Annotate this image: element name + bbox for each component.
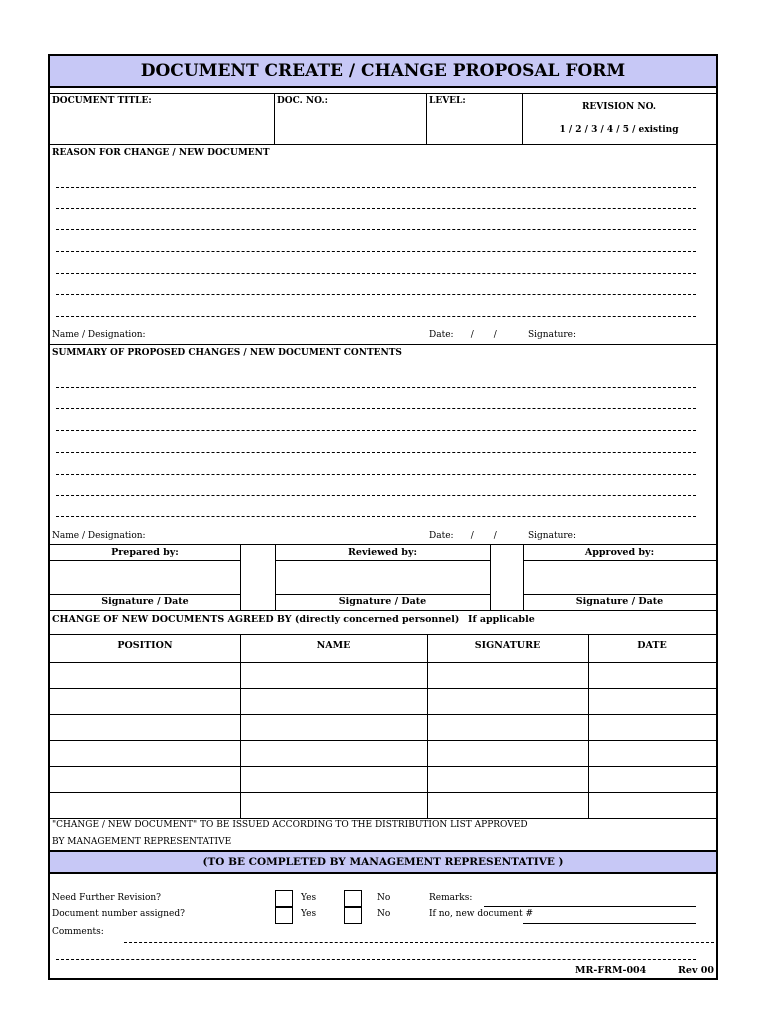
doc-number-no-label: No xyxy=(377,909,391,919)
need-revision-no-label: No xyxy=(377,893,391,903)
col-name: NAME xyxy=(316,640,351,651)
remarks-label: Remarks: xyxy=(429,893,473,903)
revision-label: REVISION NO. xyxy=(581,102,657,112)
need-revision-yes-label: Yes xyxy=(301,893,317,903)
table-row xyxy=(50,714,716,715)
comments-line[interactable] xyxy=(124,942,714,943)
doc-number-no-checkbox[interactable] xyxy=(344,907,362,924)
doc-number-yes-label: Yes xyxy=(301,909,317,919)
approved-signature-date: Signature / Date xyxy=(575,596,664,607)
form-revision: Rev 00 xyxy=(678,965,714,976)
if-applicable-label: If applicable xyxy=(468,614,535,625)
distribution-note-line2: BY MANAGEMENT REPRESENTATIVE xyxy=(52,837,232,847)
table-row xyxy=(50,792,716,793)
summary-line xyxy=(56,387,696,388)
remarks-line[interactable] xyxy=(484,906,696,907)
doc-no-label: DOC. NO.: xyxy=(277,96,328,106)
reviewed-by-label: Reviewed by: xyxy=(348,547,417,558)
table-row xyxy=(50,740,716,741)
level-label: LEVEL: xyxy=(429,96,466,106)
if-no-label: If no, new document # xyxy=(429,909,534,919)
summary-line xyxy=(56,408,696,409)
prepared-signature-date: Signature / Date xyxy=(101,596,189,607)
reason-date-label: Date: / / xyxy=(429,330,497,340)
proposal-form xyxy=(48,54,718,980)
comments-label: Comments: xyxy=(52,927,104,937)
doc-number-assigned-label: Document number assigned? xyxy=(52,909,185,919)
col-position: POSITION xyxy=(117,640,173,651)
col-signature: SIGNATURE xyxy=(474,640,541,651)
need-revision-label: Need Further Revision? xyxy=(52,893,161,903)
summary-line xyxy=(56,516,696,517)
summary-line xyxy=(56,495,696,496)
document-title-label: DOCUMENT TITLE: xyxy=(52,96,152,106)
col-date: DATE xyxy=(637,640,667,651)
reason-line xyxy=(56,273,696,274)
table-row xyxy=(50,766,716,767)
reason-name-label: Name / Designation: xyxy=(52,330,146,340)
reason-line xyxy=(56,187,696,188)
need-revision-yes-checkbox[interactable] xyxy=(275,890,293,907)
need-revision-no-checkbox[interactable] xyxy=(344,890,362,907)
reason-heading: REASON FOR CHANGE / NEW DOCUMENT xyxy=(52,148,270,158)
reviewed-signature-date: Signature / Date xyxy=(338,596,427,607)
mr-banner: (TO BE COMPLETED BY MANAGEMENT REPRESENTATIVE ) xyxy=(202,856,564,868)
agreed-heading: CHANGE OF NEW DOCUMENTS AGREED BY (directly concerned personnel) xyxy=(52,614,460,625)
new-document-number-line[interactable] xyxy=(523,923,696,924)
doc-number-yes-checkbox[interactable] xyxy=(275,907,293,924)
prepared-by-label: Prepared by: xyxy=(111,547,179,558)
reason-line xyxy=(56,229,696,230)
summary-date-label: Date: / / xyxy=(429,531,497,541)
summary-signature-label: Signature: xyxy=(528,531,577,541)
form-title: DOCUMENT CREATE / CHANGE PROPOSAL FORM xyxy=(140,61,626,81)
reason-line xyxy=(56,316,696,317)
approved-by-label: Approved by: xyxy=(584,547,655,558)
reason-line xyxy=(56,208,696,209)
summary-heading: SUMMARY OF PROPOSED CHANGES / NEW DOCUMENT CONTENTS xyxy=(52,348,402,358)
table-row xyxy=(50,688,716,689)
form-code: MR-FRM-004 xyxy=(575,965,647,976)
reason-signature-label: Signature: xyxy=(528,330,577,340)
summary-line xyxy=(56,474,696,475)
reason-line xyxy=(56,251,696,252)
summary-line xyxy=(56,430,696,431)
revision-options: 1 / 2 / 3 / 4 / 5 / existing xyxy=(559,125,679,135)
summary-name-label: Name / Designation: xyxy=(52,531,146,541)
distribution-note-line1: "CHANGE / NEW DOCUMENT" TO BE ISSUED ACCORDING TO THE DISTRIBUTION LIST APPROVED xyxy=(52,820,528,830)
comments-line[interactable] xyxy=(56,959,696,960)
summary-line xyxy=(56,452,696,453)
reason-line xyxy=(56,294,696,295)
